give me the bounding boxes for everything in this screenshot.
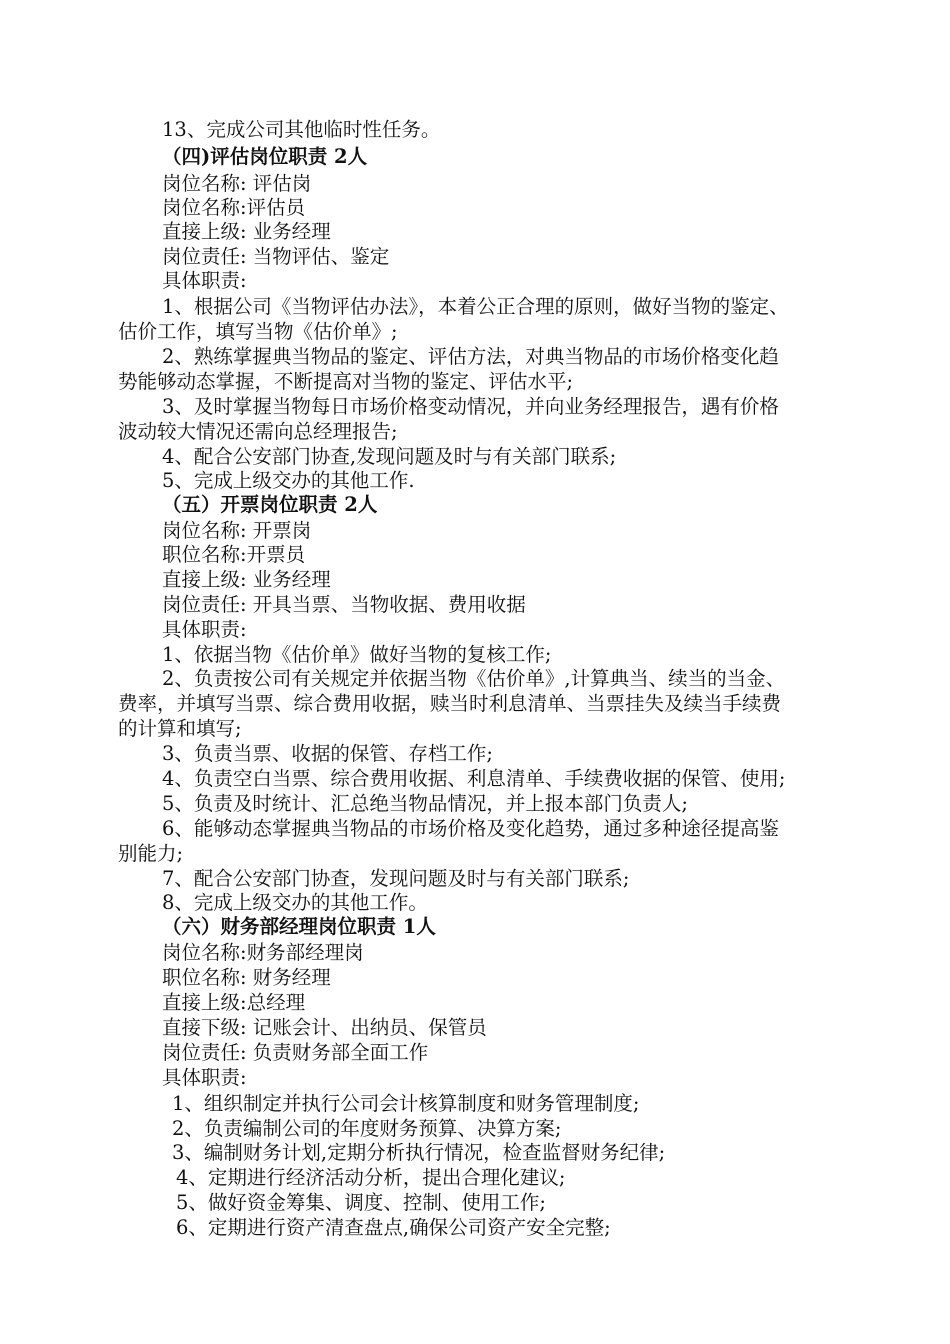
text-line: 13、完成公司其他临时性任务。	[162, 118, 441, 141]
section-heading: （六）财务部经理岗位职责 1人	[162, 915, 436, 938]
text-line: 4、定期进行经济活动分析，提出合理化建议;	[176, 1166, 566, 1189]
text-line: 岗位责任: 负责财务部全面工作	[162, 1041, 429, 1064]
text-line: 岗位责任: 当物评估、鉴定	[162, 245, 390, 268]
text-line: 2、负责编制公司的年度财务预算、决算方案;	[172, 1117, 562, 1140]
text-line: 直接下级: 记账会计、出纳员、保管员	[162, 1016, 487, 1039]
text-line: 1、组织制定并执行公司会计核算制度和财务管理制度;	[172, 1092, 640, 1115]
text-line: 具体职责:	[162, 269, 247, 292]
text-line: 3、编制财务计划,定期分析执行情况，检查监督财务纪律;	[172, 1141, 666, 1164]
text-line: 5、完成上级交办的其他工作.	[162, 469, 415, 492]
text-line: 势能够动态掌握，不断提高对当物的鉴定、评估水平;	[118, 370, 574, 393]
text-line: 直接上级: 业务经理	[162, 568, 331, 591]
text-line: 费率，并填写当票、综合费用收据，赎当时利息清单、当票挂失及续当手续费	[118, 692, 782, 715]
text-line: 7、配合公安部门协查，发现问题及时与有关部门联系;	[162, 867, 630, 890]
text-line: 具体职责:	[162, 618, 247, 641]
text-line: 波动较大情况还需向总经理报告;	[118, 420, 398, 443]
text-line: 8、完成上级交办的其他工作。	[162, 891, 428, 914]
text-line: 别能力;	[118, 842, 184, 865]
text-line: 估价工作，填写当物《估价单》;	[118, 320, 398, 343]
text-line: 1、依据当物《估价单》做好当物的复核工作;	[162, 643, 552, 666]
text-line: 职位名称:开票员	[162, 543, 306, 566]
text-line: 直接上级: 业务经理	[162, 220, 331, 243]
text-line: 直接上级:总经理	[162, 991, 306, 1014]
text-line: 职位名称: 财务经理	[162, 966, 331, 989]
text-line: 5、负责及时统计、汇总绝当物品情况，并上报本部门负责人;	[162, 792, 688, 815]
text-line: 岗位名称: 评估岗	[162, 172, 312, 195]
text-line: 2、负责按公司有关规定并依据当物《估价单》,计算典当、续当的当金、	[162, 667, 786, 690]
text-line: 2、熟练掌握典当物品的鉴定、评估方法，对典当物品的市场价格变化趋	[162, 345, 779, 368]
text-line: 的计算和填写;	[118, 717, 242, 740]
text-line: 岗位责任: 开具当票、当物收据、费用收据	[162, 593, 526, 616]
text-line: 岗位名称:财务部经理岗	[162, 941, 364, 964]
text-line: 3、及时掌握当物每日市场价格变动情况，并向业务经理报告，遇有价格	[162, 395, 779, 418]
text-line: 岗位名称: 开票岗	[162, 519, 312, 542]
text-line: 岗位名称:评估员	[162, 196, 306, 219]
text-line: 4、配合公安部门协查,发现问题及时与有关部门联系;	[162, 445, 617, 468]
section-heading: （四)评估岗位职责 2人	[162, 145, 368, 168]
text-line: 6、能够动态掌握典当物品的市场价格及变化趋势，通过多种途径提高鉴	[162, 817, 779, 840]
section-heading: （五）开票岗位职责 2人	[162, 493, 378, 516]
text-line: 3、负责当票、收据的保管、存档工作;	[162, 742, 493, 765]
text-line: 具体职责:	[162, 1066, 247, 1089]
text-line: 4、负责空白当票、综合费用收据、利息清单、手续费收据的保管、使用;	[162, 767, 786, 790]
text-line: 5、做好资金筹集、调度、控制、使用工作;	[176, 1191, 546, 1214]
text-line: 6、定期进行资产清查盘点,确保公司资产安全完整;	[176, 1216, 611, 1239]
text-line: 1、根据公司《当物评估办法》，本着公正合理的原则，做好当物的鉴定、	[162, 295, 789, 318]
